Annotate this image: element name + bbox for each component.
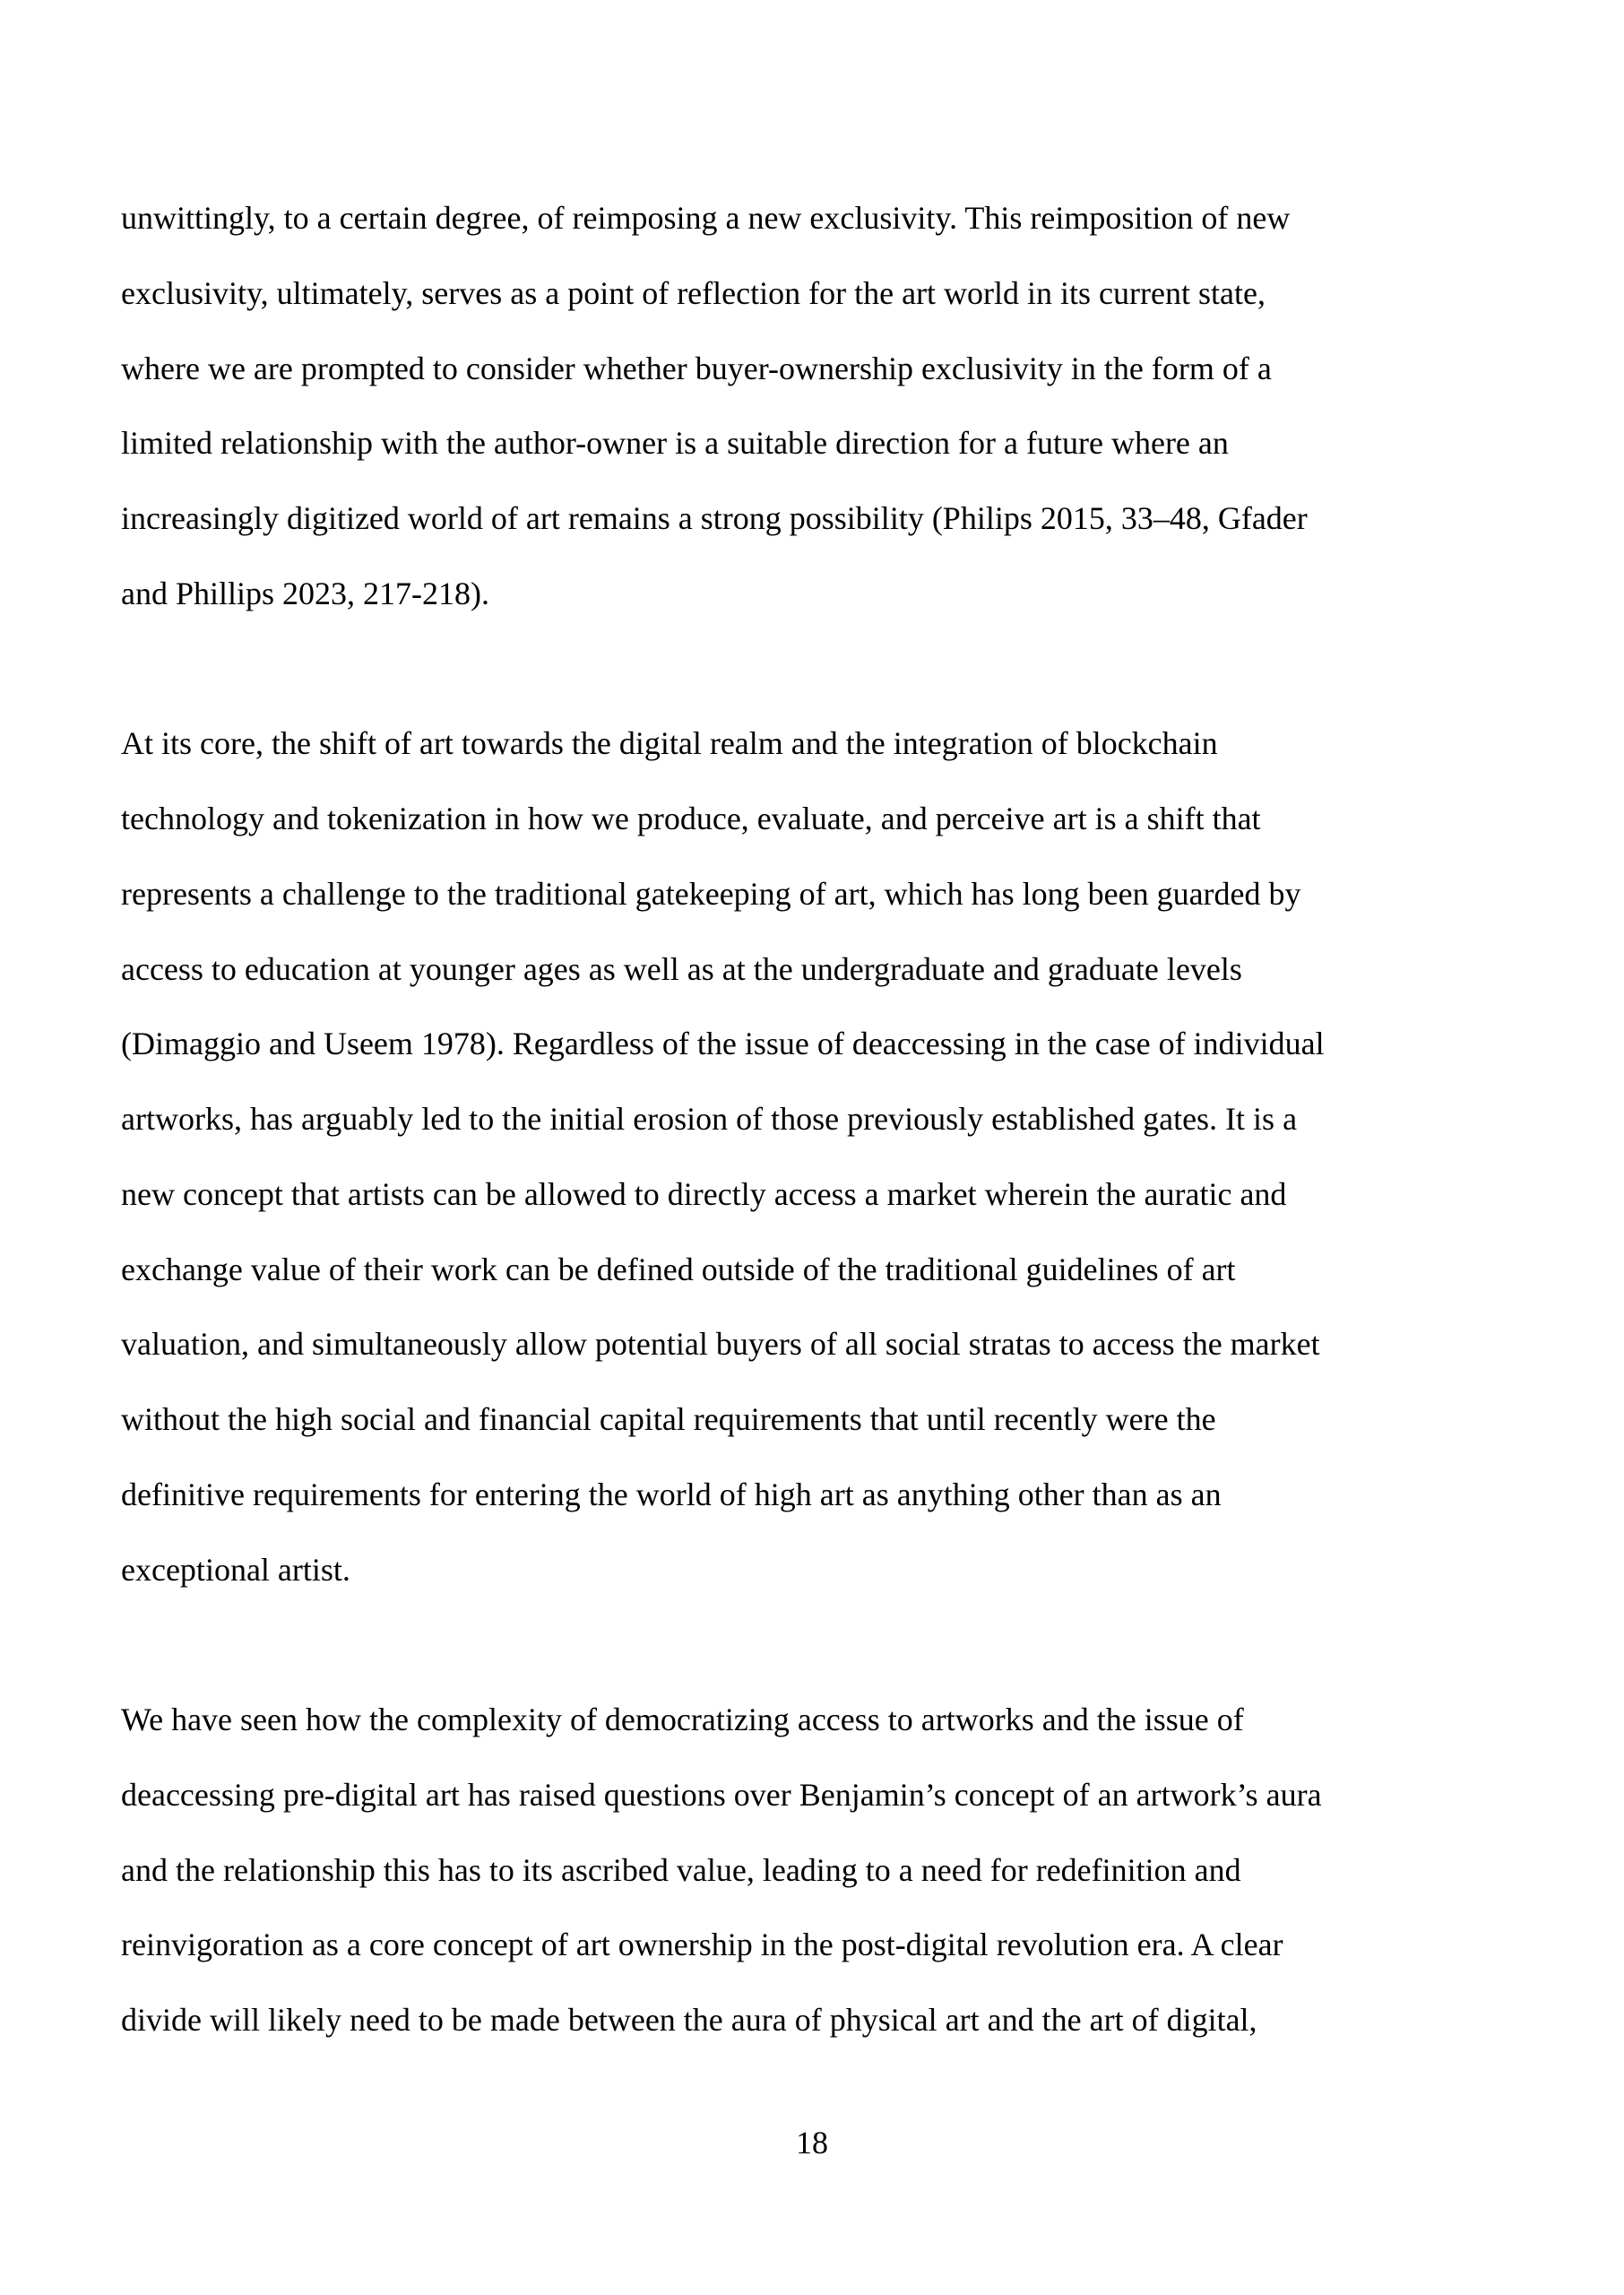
- page-number: 18: [796, 2125, 828, 2161]
- paragraph: [121, 1683, 1537, 2058]
- paragraph: [121, 706, 1537, 1607]
- text-line: represents a challenge to the traditional gatekeeping of art, which has long been guarded by: [121, 875, 1301, 912]
- text-line: limited relationship with the author-owner is a suitable direction for a future where an: [121, 425, 1229, 462]
- text-line: divide will likely need to be made between the aura of physical art and the art of digital,: [121, 2002, 1257, 2038]
- text-line: increasingly digitized world of art remains a strong possibility (Philips 2015, 33–48, Gfader: [121, 500, 1308, 536]
- text-line: (Dimaggio and Useem 1978). Regardless of the issue of deaccessing in the case of individual: [121, 1026, 1325, 1062]
- paragraph: [121, 181, 1537, 632]
- text-line: and the relationship this has to its ascribed value, leading to a need for redefinition and: [121, 1851, 1241, 1888]
- text-line: definitive requirements for entering the world of high art as anything other than as an: [121, 1476, 1222, 1512]
- text-line: At its core, the shift of art towards the digital realm and the integration of blockchain: [121, 725, 1218, 762]
- text-line: access to education at younger ages as well as at the undergraduate and graduate levels: [121, 950, 1242, 987]
- text-body: [121, 181, 1537, 2058]
- text-line: We have seen how the complexity of democratizing access to artworks and the issue of: [121, 1702, 1244, 1737]
- text-line: where we are prompted to consider whether buyer-ownership exclusivity in the form of a: [121, 350, 1272, 386]
- text-line: and Phillips 2023, 217-218).: [121, 575, 489, 611]
- text-line: exchange value of their work can be defined outside of the traditional guidelines of art: [121, 1251, 1236, 1287]
- text-line: reinvigoration as a core concept of art ownership in the post-digital revolution era. A clear: [121, 1927, 1283, 1963]
- text-line: artworks, has arguably led to the initial erosion of those previously established gates. It is a: [121, 1101, 1298, 1137]
- text-line: new concept that artists can be allowed to directly access a market wherein the auratic and: [121, 1175, 1287, 1212]
- text-line: without the high social and financial capital requirements that until recently were the: [121, 1401, 1216, 1437]
- text-line: deaccessing pre-digital art has raised questions over Benjamin’s concept of an artwork’s aura: [121, 1776, 1322, 1813]
- text-line: unwittingly, to a certain degree, of reimposing a new exclusivity. This reimposition of new: [121, 200, 1291, 236]
- text-line: exclusivity, ultimately, serves as a point of reflection for the art world in its current state,: [121, 274, 1266, 311]
- text-line: valuation, and simultaneously allow potential buyers of all social stratas to access the market: [121, 1326, 1320, 1363]
- text-line: exceptional artist.: [121, 1551, 350, 1588]
- text-line: technology and tokenization in how we produce, evaluate, and perceive art is a shift that: [121, 801, 1261, 836]
